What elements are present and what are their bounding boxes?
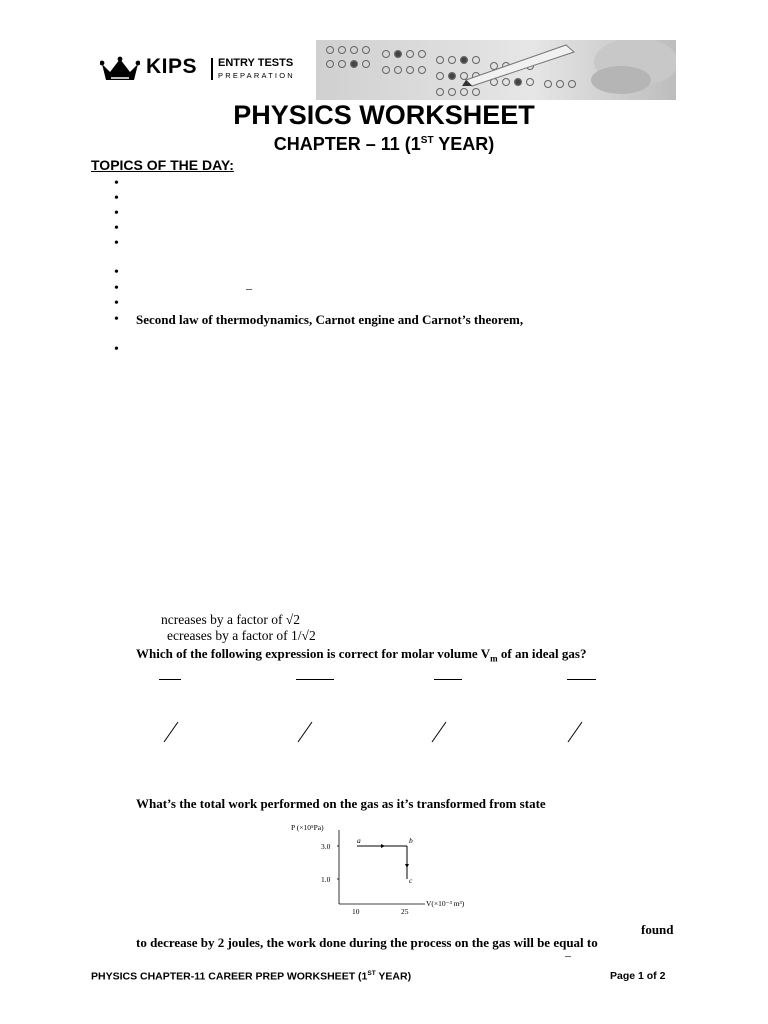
logo-divider: [211, 58, 213, 80]
x-axis-label: V(×10⁻³ m³): [426, 899, 465, 908]
bullet-7: •: [114, 281, 119, 296]
topics-heading: [91, 157, 234, 173]
question-energy: to decrease by 2 joules, the work done during the process on the gas will be equal to: [136, 935, 598, 950]
option-a-fraction-bar: [159, 679, 181, 680]
option-d-slash: [564, 718, 586, 744]
page-number: Page 1 of 2: [610, 970, 666, 982]
bullet-8: •: [114, 296, 119, 311]
bullet-2: •: [114, 191, 119, 206]
question-molar-sub: m: [490, 653, 498, 664]
kips-logo: [100, 54, 305, 86]
bullet-4: •: [114, 221, 119, 236]
option-decreases: ecreases by a factor of 1/√2: [167, 628, 316, 643]
footer-left-main: PHYSICS CHAPTER-11 CAREER PREP WORKSHEET (1: [91, 970, 368, 983]
option-c-fraction-bar: [434, 679, 462, 680]
footer-left-end: YEAR): [375, 970, 412, 983]
footer-left-sup: ST: [367, 970, 376, 977]
topic-second-law: Second law of thermodynamics, Carnot engine and Carnot’s theorem,: [136, 312, 524, 327]
y-axis-label: P (×10⁵Pa): [291, 823, 324, 832]
point-a-label: a: [357, 836, 361, 845]
arrow-ab: [381, 844, 385, 848]
chapter-subtitle: [0, 134, 768, 155]
x-tick-label-10: 10: [352, 907, 360, 916]
point-b-label: b: [409, 836, 413, 845]
subtitle-main: CHAPTER – 11 (1: [273, 134, 421, 154]
found-word: found: [641, 922, 674, 937]
point-c-label: c: [409, 876, 413, 885]
option-a-slash: [160, 718, 182, 744]
bullet-3: •: [114, 206, 119, 221]
option-c-slash: [428, 718, 450, 744]
bullet-6: •: [114, 265, 119, 280]
option-increases: ncreases by a factor of √2: [161, 612, 300, 627]
footer-worksheet-title: [91, 970, 411, 983]
option-b-fraction-bar: [296, 679, 334, 680]
option-d-fraction-bar: [567, 679, 596, 680]
pv-graph: [285, 818, 485, 916]
arrow-bc: [405, 864, 409, 868]
logo-kips-text: KIPS: [146, 55, 198, 78]
logo-entry-text: ENTRY TESTS: [218, 57, 294, 69]
crown-icon: [100, 56, 140, 82]
topics-heading-colon: :: [229, 157, 234, 173]
bullet-9: •: [114, 312, 119, 327]
y-tick-label-3: 3.0: [321, 842, 331, 851]
page-title: PHYSICS WORKSHEET: [233, 100, 535, 130]
x-tick-label-25: 25: [401, 907, 409, 916]
bullet-7-dash: –: [246, 281, 252, 295]
question-molar-text: Which of the following expression is correct for molar volume V: [136, 646, 491, 661]
bullet-10: •: [114, 342, 119, 357]
bullet-5: •: [114, 236, 119, 251]
logo-prep-text: PREPARATION: [218, 71, 295, 80]
dash-2: –: [565, 948, 571, 962]
option-b-slash: [294, 718, 316, 744]
topics-heading-text: TOPICS OF THE DAY: [91, 157, 230, 173]
subtitle-end: YEAR): [433, 134, 495, 154]
bullet-1: •: [114, 176, 119, 191]
question-total-work: What’s the total work performed on the gas as it’s transformed from state: [136, 796, 546, 811]
answer-sheet-banner-image: [316, 40, 676, 100]
y-tick-label-1: 1.0: [321, 875, 331, 884]
question-molar-volume: [136, 646, 586, 664]
subtitle-sup: ST: [420, 135, 434, 146]
question-molar-end: of an ideal gas?: [497, 646, 587, 661]
